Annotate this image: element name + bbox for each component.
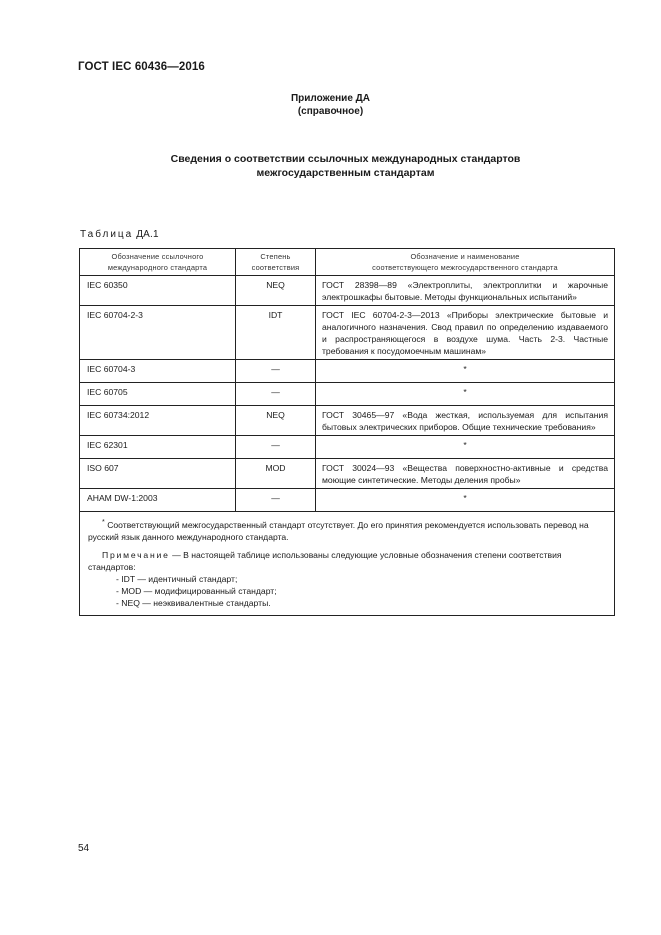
table-row: [80, 360, 615, 383]
document-header: ГОСТ IEC 60436—2016: [78, 61, 205, 73]
footnote-text: Соответствующий межгосударственный стандарт отсутствует. До его принятия рекомендуется использовать перевод на русский язык данного международного стандарта.: [88, 519, 589, 542]
table-header-row: [80, 249, 615, 276]
reference-cell: IEC 60705: [80, 383, 236, 406]
table-row: [80, 306, 615, 360]
degree-cell: MOD: [236, 459, 316, 489]
list-item: - MOD — модифицированный стандарт;: [116, 585, 277, 596]
annex-subtitle: (справочное): [297, 106, 364, 117]
degree-cell: NEQ: [236, 406, 316, 436]
table-caption: [80, 229, 159, 240]
reference-cell: IEC 62301: [80, 436, 236, 459]
table-row: [80, 383, 615, 406]
footnote: [88, 516, 606, 543]
gost-cell: ГОСТ 30465—97 «Вода жесткая, используемая для испытания бытовых электрических приборов. Общие технические требования»: [316, 406, 615, 436]
table-row: [80, 459, 615, 489]
reference-cell: IEC 60734:2012: [80, 406, 236, 436]
table-notes: [80, 512, 615, 616]
note-label: Примечание: [102, 549, 170, 560]
section-title-line1: Сведения о соответствии ссылочных международных стандартов: [170, 153, 521, 165]
gost-cell: *: [316, 489, 615, 512]
gost-cell: *: [316, 383, 615, 406]
gost-cell: ГОСТ 30024—93 «Вещества поверхностно-активные и средства моющие синтетические. Методы деления пробы»: [316, 459, 615, 489]
table-caption-id: ДА.1: [136, 229, 159, 240]
table-notes-row: [80, 512, 615, 616]
gost-cell: ГОСТ 28398—89 «Электроплиты, электроплитки и жарочные электрошкафы бытовые. Методы функциональных испытаний»: [316, 276, 615, 306]
page-number: 54: [78, 843, 90, 854]
degree-cell: —: [236, 383, 316, 406]
list-item: - NEQ — неэквивалентные стандарты.: [116, 597, 271, 608]
reference-cell: IEC 60704-3: [80, 360, 236, 383]
section-title-line2: межгосударственным стандартам: [256, 167, 435, 179]
degree-cell: —: [236, 489, 316, 512]
table-row: [80, 276, 615, 306]
reference-cell: AHAM DW-1:2003: [80, 489, 236, 512]
gost-cell: ГОСТ IEC 60704-2-3—2013 «Приборы электрические бытовые и аналогичного назначения. Свод правил по определению издаваемого и распространяющегося в воздухе шума. Часть 2-3. Частные требования к посудомоечным машинам»: [316, 306, 615, 360]
reference-cell: IEC 60704-2-3: [80, 306, 236, 360]
note-text: — В настоящей таблице использованы следующие условные обозначения степени соответствия стандартов:: [88, 549, 562, 572]
note-list: [88, 573, 606, 609]
annex-title: Приложение ДА: [290, 93, 371, 104]
table-caption-prefix: Таблица: [80, 229, 134, 240]
column-header-degree: Степень соответствия: [236, 249, 316, 276]
degree-cell: IDT: [236, 306, 316, 360]
gost-cell: *: [316, 436, 615, 459]
list-item: - IDT — идентичный стандарт;: [116, 573, 238, 584]
section-title: [0, 152, 661, 180]
table-row: [80, 406, 615, 436]
table-row: [80, 489, 615, 512]
footnote-marker: *: [102, 518, 105, 526]
column-header-gost: Обозначение и наименование соответствующего межгосударственного стандарта: [316, 249, 615, 276]
column-header-reference: Обозначение ссылочного международного стандарта: [80, 249, 236, 276]
degree-cell: NEQ: [236, 276, 316, 306]
note: [88, 549, 606, 573]
degree-cell: —: [236, 436, 316, 459]
annex-heading: [0, 92, 661, 118]
correspondence-table: [79, 248, 615, 616]
gost-cell: *: [316, 360, 615, 383]
degree-cell: —: [236, 360, 316, 383]
table-row: [80, 436, 615, 459]
reference-cell: ISO 607: [80, 459, 236, 489]
reference-cell: IEC 60350: [80, 276, 236, 306]
